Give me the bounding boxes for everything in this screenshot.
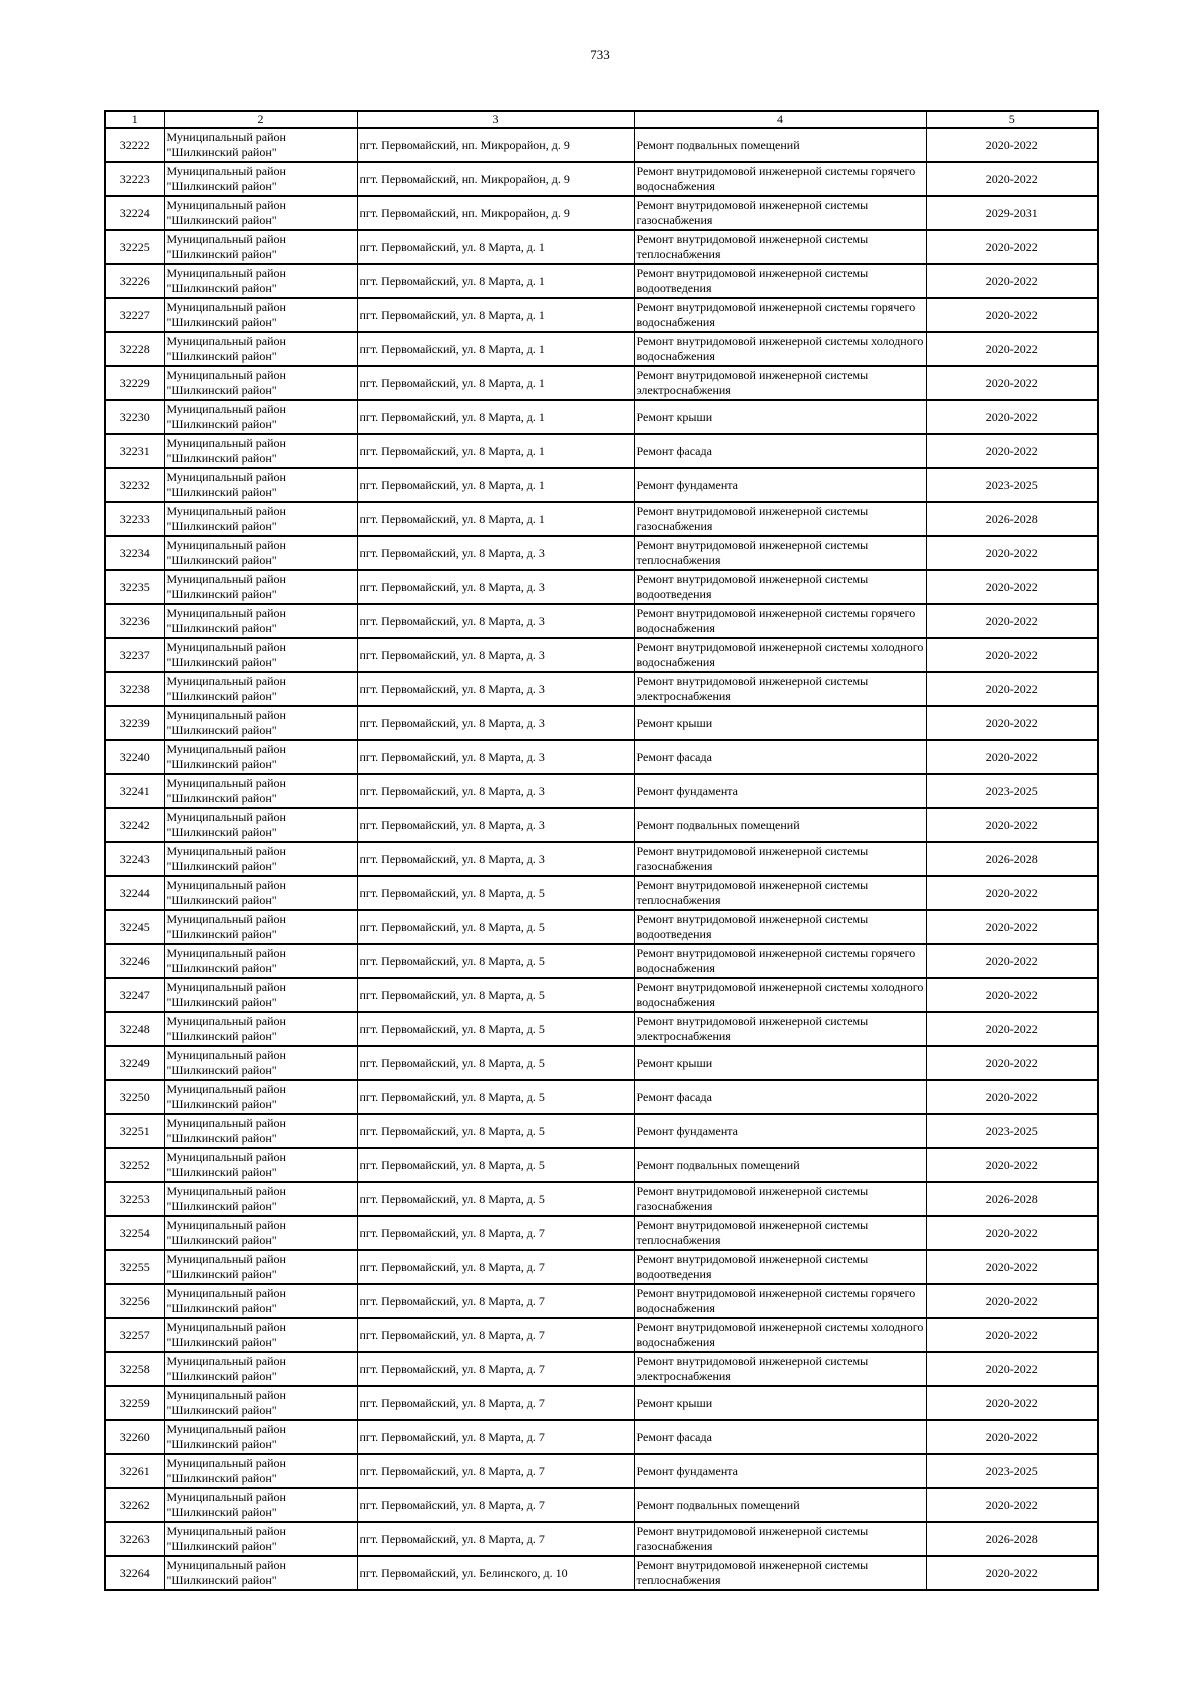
cell-address: пгт. Первомайский, ул. 8 Марта, д. 5	[357, 978, 634, 1012]
cell-municipality: Муниципальный район "Шилкинский район"	[164, 536, 357, 570]
cell-record-number: 32252	[105, 1148, 164, 1182]
table-row	[105, 502, 1098, 536]
cell-work-type: Ремонт фундамента	[634, 1114, 926, 1148]
cell-period: 2020-2022	[926, 1148, 1098, 1182]
cell-record-number: 32228	[105, 332, 164, 366]
cell-period: 2020-2022	[926, 876, 1098, 910]
cell-record-number: 32264	[105, 1556, 164, 1590]
cell-record-number: 32257	[105, 1318, 164, 1352]
cell-record-number: 32241	[105, 774, 164, 808]
cell-record-number: 32248	[105, 1012, 164, 1046]
cell-municipality: Муниципальный район "Шилкинский район"	[164, 842, 357, 876]
cell-work-type: Ремонт фасада	[634, 1420, 926, 1454]
cell-work-type: Ремонт внутридомовой инженерной системы теплоснабжения	[634, 1556, 926, 1590]
cell-work-type: Ремонт внутридомовой инженерной системы водоотведения	[634, 1250, 926, 1284]
table-row	[105, 230, 1098, 264]
cell-period: 2026-2028	[926, 1522, 1098, 1556]
table-row	[105, 774, 1098, 808]
cell-municipality: Муниципальный район "Шилкинский район"	[164, 230, 357, 264]
table-row	[105, 1454, 1098, 1488]
cell-period: 2020-2022	[926, 434, 1098, 468]
cell-record-number: 32229	[105, 366, 164, 400]
cell-address: пгт. Первомайский, ул. 8 Марта, д. 7	[357, 1352, 634, 1386]
cell-period: 2020-2022	[926, 1386, 1098, 1420]
cell-address: пгт. Первомайский, ул. 8 Марта, д. 5	[357, 876, 634, 910]
cell-address: пгт. Первомайский, ул. 8 Марта, д. 7	[357, 1386, 634, 1420]
cell-work-type: Ремонт внутридомовой инженерной системы водоотведения	[634, 910, 926, 944]
cell-period: 2020-2022	[926, 400, 1098, 434]
cell-period: 2020-2022	[926, 128, 1098, 162]
table-row	[105, 536, 1098, 570]
cell-record-number: 32253	[105, 1182, 164, 1216]
cell-record-number: 32244	[105, 876, 164, 910]
cell-work-type: Ремонт внутридомовой инженерной системы холодного водоснабжения	[634, 332, 926, 366]
table-row	[105, 638, 1098, 672]
cell-work-type: Ремонт внутридомовой инженерной системы газоснабжения	[634, 196, 926, 230]
cell-period: 2026-2028	[926, 1182, 1098, 1216]
cell-record-number: 32231	[105, 434, 164, 468]
cell-address: пгт. Первомайский, ул. 8 Марта, д. 7	[357, 1454, 634, 1488]
cell-address: пгт. Первомайский, нп. Микрорайон, д. 9	[357, 162, 634, 196]
table-row	[105, 1556, 1098, 1590]
cell-period: 2020-2022	[926, 1352, 1098, 1386]
table-header	[105, 111, 1098, 128]
cell-address: пгт. Первомайский, ул. 8 Марта, д. 1	[357, 434, 634, 468]
table-row	[105, 162, 1098, 196]
cell-record-number: 32236	[105, 604, 164, 638]
cell-record-number: 32260	[105, 1420, 164, 1454]
cell-work-type: Ремонт внутридомовой инженерной системы газоснабжения	[634, 842, 926, 876]
cell-municipality: Муниципальный район "Шилкинский район"	[164, 638, 357, 672]
cell-municipality: Муниципальный район "Шилкинский район"	[164, 468, 357, 502]
cell-work-type: Ремонт подвальных помещений	[634, 128, 926, 162]
cell-work-type: Ремонт крыши	[634, 400, 926, 434]
table-row	[105, 1522, 1098, 1556]
cell-work-type: Ремонт фасада	[634, 1080, 926, 1114]
page-number: 733	[590, 47, 610, 62]
cell-work-type: Ремонт внутридомовой инженерной системы горячего водоснабжения	[634, 162, 926, 196]
cell-municipality: Муниципальный район "Шилкинский район"	[164, 1284, 357, 1318]
table-row	[105, 264, 1098, 298]
cell-work-type: Ремонт фундамента	[634, 1454, 926, 1488]
cell-address: пгт. Первомайский, нп. Микрорайон, д. 9	[357, 128, 634, 162]
cell-record-number: 32261	[105, 1454, 164, 1488]
cell-work-type: Ремонт внутридомовой инженерной системы водоотведения	[634, 264, 926, 298]
cell-address: пгт. Первомайский, ул. 8 Марта, д. 1	[357, 502, 634, 536]
cell-address: пгт. Первомайский, ул. 8 Марта, д. 5	[357, 1080, 634, 1114]
cell-record-number: 32246	[105, 944, 164, 978]
cell-period: 2020-2022	[926, 570, 1098, 604]
cell-municipality: Муниципальный район "Шилкинский район"	[164, 1352, 357, 1386]
cell-record-number: 32255	[105, 1250, 164, 1284]
cell-address: пгт. Первомайский, ул. 8 Марта, д. 7	[357, 1284, 634, 1318]
cell-period: 2020-2022	[926, 366, 1098, 400]
cell-municipality: Муниципальный район "Шилкинский район"	[164, 366, 357, 400]
table-row	[105, 1318, 1098, 1352]
cell-period: 2026-2028	[926, 502, 1098, 536]
cell-work-type: Ремонт подвальных помещений	[634, 1488, 926, 1522]
cell-municipality: Муниципальный район "Шилкинский район"	[164, 1046, 357, 1080]
cell-municipality: Муниципальный район "Шилкинский район"	[164, 1488, 357, 1522]
cell-work-type: Ремонт фундамента	[634, 774, 926, 808]
cell-municipality: Муниципальный район "Шилкинский район"	[164, 978, 357, 1012]
cell-address: пгт. Первомайский, ул. 8 Марта, д. 3	[357, 672, 634, 706]
cell-municipality: Муниципальный район "Шилкинский район"	[164, 502, 357, 536]
cell-address: пгт. Первомайский, ул. 8 Марта, д. 3	[357, 740, 634, 774]
cell-work-type: Ремонт внутридомовой инженерной системы горячего водоснабжения	[634, 298, 926, 332]
cell-work-type: Ремонт крыши	[634, 706, 926, 740]
table-row	[105, 1386, 1098, 1420]
table-row	[105, 1420, 1098, 1454]
cell-address: пгт. Первомайский, ул. Белинского, д. 10	[357, 1556, 634, 1590]
cell-record-number: 32234	[105, 536, 164, 570]
cell-work-type: Ремонт фасада	[634, 434, 926, 468]
cell-address: пгт. Первомайский, ул. 8 Марта, д. 5	[357, 944, 634, 978]
table-row	[105, 1182, 1098, 1216]
cell-period: 2020-2022	[926, 264, 1098, 298]
cell-work-type: Ремонт фундамента	[634, 468, 926, 502]
cell-record-number: 32259	[105, 1386, 164, 1420]
table-row	[105, 1488, 1098, 1522]
cell-work-type: Ремонт внутридомовой инженерной системы электроснабжения	[634, 672, 926, 706]
cell-record-number: 32238	[105, 672, 164, 706]
cell-record-number: 32232	[105, 468, 164, 502]
cell-work-type: Ремонт внутридомовой инженерной системы газоснабжения	[634, 1522, 926, 1556]
cell-municipality: Муниципальный район "Шилкинский район"	[164, 264, 357, 298]
cell-work-type: Ремонт внутридомовой инженерной системы горячего водоснабжения	[634, 944, 926, 978]
cell-municipality: Муниципальный район "Шилкинский район"	[164, 774, 357, 808]
cell-record-number: 32230	[105, 400, 164, 434]
table-row	[105, 196, 1098, 230]
table-row	[105, 468, 1098, 502]
table-row	[105, 366, 1098, 400]
cell-municipality: Муниципальный район "Шилкинский район"	[164, 1420, 357, 1454]
cell-municipality: Муниципальный район "Шилкинский район"	[164, 1216, 357, 1250]
cell-period: 2023-2025	[926, 1114, 1098, 1148]
table-row	[105, 400, 1098, 434]
cell-record-number: 32237	[105, 638, 164, 672]
table-row	[105, 1216, 1098, 1250]
cell-period: 2023-2025	[926, 468, 1098, 502]
cell-record-number: 32251	[105, 1114, 164, 1148]
cell-municipality: Муниципальный район "Шилкинский район"	[164, 128, 357, 162]
cell-work-type: Ремонт внутридомовой инженерной системы теплоснабжения	[634, 230, 926, 264]
cell-address: пгт. Первомайский, ул. 8 Марта, д. 7	[357, 1488, 634, 1522]
cell-municipality: Муниципальный район "Шилкинский район"	[164, 570, 357, 604]
table-row	[105, 604, 1098, 638]
cell-address: пгт. Первомайский, ул. 8 Марта, д. 1	[357, 230, 634, 264]
cell-period: 2020-2022	[926, 1046, 1098, 1080]
cell-period: 2023-2025	[926, 1454, 1098, 1488]
table-row	[105, 1148, 1098, 1182]
cell-work-type: Ремонт внутридомовой инженерной системы электроснабжения	[634, 1012, 926, 1046]
cell-period: 2023-2025	[926, 774, 1098, 808]
column-header: 4	[634, 111, 926, 128]
cell-municipality: Муниципальный район "Шилкинский район"	[164, 1114, 357, 1148]
column-header: 5	[926, 111, 1098, 128]
cell-address: пгт. Первомайский, ул. 8 Марта, д. 1	[357, 366, 634, 400]
table-row	[105, 1250, 1098, 1284]
cell-work-type: Ремонт внутридомовой инженерной системы холодного водоснабжения	[634, 978, 926, 1012]
cell-municipality: Муниципальный район "Шилкинский район"	[164, 1250, 357, 1284]
cell-municipality: Муниципальный район "Шилкинский район"	[164, 1012, 357, 1046]
cell-record-number: 32240	[105, 740, 164, 774]
column-header: 1	[105, 111, 164, 128]
cell-period: 2026-2028	[926, 842, 1098, 876]
cell-municipality: Муниципальный район "Шилкинский район"	[164, 400, 357, 434]
cell-address: пгт. Первомайский, ул. 8 Марта, д. 1	[357, 400, 634, 434]
table-body	[105, 128, 1098, 1590]
cell-period: 2020-2022	[926, 706, 1098, 740]
cell-address: пгт. Первомайский, ул. 8 Марта, д. 3	[357, 570, 634, 604]
cell-record-number: 32223	[105, 162, 164, 196]
cell-period: 2020-2022	[926, 740, 1098, 774]
cell-work-type: Ремонт внутридомовой инженерной системы теплоснабжения	[634, 536, 926, 570]
cell-address: пгт. Первомайский, ул. 8 Марта, д. 5	[357, 1148, 634, 1182]
cell-record-number: 32258	[105, 1352, 164, 1386]
cell-municipality: Муниципальный район "Шилкинский район"	[164, 740, 357, 774]
column-header: 3	[357, 111, 634, 128]
cell-period: 2020-2022	[926, 910, 1098, 944]
cell-municipality: Муниципальный район "Шилкинский район"	[164, 196, 357, 230]
cell-address: пгт. Первомайский, ул. 8 Марта, д. 5	[357, 1046, 634, 1080]
cell-work-type: Ремонт фасада	[634, 740, 926, 774]
cell-period: 2020-2022	[926, 604, 1098, 638]
cell-period: 2020-2022	[926, 1420, 1098, 1454]
cell-address: пгт. Первомайский, ул. 8 Марта, д. 5	[357, 910, 634, 944]
table-row	[105, 1114, 1098, 1148]
cell-address: пгт. Первомайский, ул. 8 Марта, д. 3	[357, 842, 634, 876]
cell-period: 2020-2022	[926, 1250, 1098, 1284]
cell-municipality: Муниципальный район "Шилкинский район"	[164, 944, 357, 978]
cell-municipality: Муниципальный район "Шилкинский район"	[164, 298, 357, 332]
table-row	[105, 128, 1098, 162]
cell-municipality: Муниципальный район "Шилкинский район"	[164, 1080, 357, 1114]
cell-work-type: Ремонт внутридомовой инженерной системы газоснабжения	[634, 1182, 926, 1216]
cell-work-type: Ремонт внутридомовой инженерной системы горячего водоснабжения	[634, 604, 926, 638]
cell-address: пгт. Первомайский, ул. 8 Марта, д. 7	[357, 1420, 634, 1454]
cell-work-type: Ремонт подвальных помещений	[634, 808, 926, 842]
cell-period: 2020-2022	[926, 1556, 1098, 1590]
cell-address: пгт. Первомайский, ул. 8 Марта, д. 1	[357, 264, 634, 298]
table-row	[105, 740, 1098, 774]
cell-work-type: Ремонт внутридомовой инженерной системы электроснабжения	[634, 366, 926, 400]
cell-work-type: Ремонт внутридомовой инженерной системы теплоснабжения	[634, 876, 926, 910]
table-row	[105, 434, 1098, 468]
cell-address: пгт. Первомайский, ул. 8 Марта, д. 1	[357, 298, 634, 332]
cell-period: 2020-2022	[926, 230, 1098, 264]
cell-period: 2020-2022	[926, 332, 1098, 366]
cell-municipality: Муниципальный район "Шилкинский район"	[164, 808, 357, 842]
cell-record-number: 32243	[105, 842, 164, 876]
cell-record-number: 32239	[105, 706, 164, 740]
cell-period: 2020-2022	[926, 536, 1098, 570]
table-row	[105, 1012, 1098, 1046]
cell-address: пгт. Первомайский, ул. 8 Марта, д. 5	[357, 1114, 634, 1148]
cell-period: 2020-2022	[926, 978, 1098, 1012]
cell-municipality: Муниципальный район "Шилкинский район"	[164, 434, 357, 468]
cell-work-type: Ремонт подвальных помещений	[634, 1148, 926, 1182]
cell-record-number: 32254	[105, 1216, 164, 1250]
cell-municipality: Муниципальный район "Шилкинский район"	[164, 1148, 357, 1182]
table-row	[105, 978, 1098, 1012]
cell-record-number: 32224	[105, 196, 164, 230]
table-row	[105, 706, 1098, 740]
cell-record-number: 32245	[105, 910, 164, 944]
table-row	[105, 910, 1098, 944]
cell-period: 2020-2022	[926, 672, 1098, 706]
cell-record-number: 32242	[105, 808, 164, 842]
cell-record-number: 32249	[105, 1046, 164, 1080]
table-row	[105, 944, 1098, 978]
table-row	[105, 570, 1098, 604]
cell-address: пгт. Первомайский, ул. 8 Марта, д. 5	[357, 1012, 634, 1046]
cell-address: пгт. Первомайский, нп. Микрорайон, д. 9	[357, 196, 634, 230]
cell-work-type: Ремонт внутридомовой инженерной системы электроснабжения	[634, 1352, 926, 1386]
cell-record-number: 32263	[105, 1522, 164, 1556]
cell-record-number: 32262	[105, 1488, 164, 1522]
cell-period: 2020-2022	[926, 1318, 1098, 1352]
registry-table	[104, 110, 1099, 1591]
cell-period: 2020-2022	[926, 638, 1098, 672]
cell-municipality: Муниципальный район "Шилкинский район"	[164, 1522, 357, 1556]
cell-municipality: Муниципальный район "Шилкинский район"	[164, 604, 357, 638]
cell-record-number: 32256	[105, 1284, 164, 1318]
cell-work-type: Ремонт внутридомовой инженерной системы холодного водоснабжения	[634, 638, 926, 672]
cell-address: пгт. Первомайский, ул. 8 Марта, д. 1	[357, 332, 634, 366]
table-row	[105, 1080, 1098, 1114]
cell-period: 2020-2022	[926, 298, 1098, 332]
cell-period: 2020-2022	[926, 162, 1098, 196]
column-header: 2	[164, 111, 357, 128]
cell-record-number: 32227	[105, 298, 164, 332]
table-row	[105, 842, 1098, 876]
table-row	[105, 298, 1098, 332]
cell-record-number: 32250	[105, 1080, 164, 1114]
cell-address: пгт. Первомайский, ул. 8 Марта, д. 5	[357, 1182, 634, 1216]
cell-municipality: Муниципальный район "Шилкинский район"	[164, 1386, 357, 1420]
cell-period: 2020-2022	[926, 1216, 1098, 1250]
header-row	[105, 111, 1098, 128]
cell-address: пгт. Первомайский, ул. 8 Марта, д. 3	[357, 536, 634, 570]
cell-municipality: Муниципальный район "Шилкинский район"	[164, 1318, 357, 1352]
cell-address: пгт. Первомайский, ул. 8 Марта, д. 1	[357, 468, 634, 502]
cell-period: 2020-2022	[926, 808, 1098, 842]
cell-work-type: Ремонт внутридомовой инженерной системы теплоснабжения	[634, 1216, 926, 1250]
cell-municipality: Муниципальный район "Шилкинский район"	[164, 910, 357, 944]
table-row	[105, 876, 1098, 910]
cell-work-type: Ремонт крыши	[634, 1046, 926, 1080]
table-row	[105, 332, 1098, 366]
cell-work-type: Ремонт крыши	[634, 1386, 926, 1420]
cell-record-number: 32235	[105, 570, 164, 604]
cell-work-type: Ремонт внутридомовой инженерной системы холодного водоснабжения	[634, 1318, 926, 1352]
table-row	[105, 1284, 1098, 1318]
table-row	[105, 1046, 1098, 1080]
cell-record-number: 32247	[105, 978, 164, 1012]
cell-record-number: 32233	[105, 502, 164, 536]
cell-municipality: Муниципальный район "Шилкинский район"	[164, 672, 357, 706]
table-row	[105, 1352, 1098, 1386]
cell-record-number: 32226	[105, 264, 164, 298]
cell-municipality: Муниципальный район "Шилкинский район"	[164, 1556, 357, 1590]
cell-municipality: Муниципальный район "Шилкинский район"	[164, 1454, 357, 1488]
cell-period: 2020-2022	[926, 1080, 1098, 1114]
cell-record-number: 32222	[105, 128, 164, 162]
cell-address: пгт. Первомайский, ул. 8 Марта, д. 3	[357, 774, 634, 808]
cell-address: пгт. Первомайский, ул. 8 Марта, д. 3	[357, 604, 634, 638]
cell-period: 2020-2022	[926, 944, 1098, 978]
cell-municipality: Муниципальный район "Шилкинский район"	[164, 332, 357, 366]
cell-work-type: Ремонт внутридомовой инженерной системы газоснабжения	[634, 502, 926, 536]
table-row	[105, 808, 1098, 842]
cell-period: 2020-2022	[926, 1012, 1098, 1046]
cell-municipality: Муниципальный район "Шилкинский район"	[164, 876, 357, 910]
cell-address: пгт. Первомайский, ул. 8 Марта, д. 3	[357, 808, 634, 842]
cell-period: 2029-2031	[926, 196, 1098, 230]
cell-address: пгт. Первомайский, ул. 8 Марта, д. 7	[357, 1216, 634, 1250]
cell-address: пгт. Первомайский, ул. 8 Марта, д. 7	[357, 1250, 634, 1284]
cell-municipality: Муниципальный район "Шилкинский район"	[164, 162, 357, 196]
cell-work-type: Ремонт внутридомовой инженерной системы горячего водоснабжения	[634, 1284, 926, 1318]
cell-municipality: Муниципальный район "Шилкинский район"	[164, 1182, 357, 1216]
cell-address: пгт. Первомайский, ул. 8 Марта, д. 3	[357, 638, 634, 672]
cell-period: 2020-2022	[926, 1488, 1098, 1522]
cell-address: пгт. Первомайский, ул. 8 Марта, д. 3	[357, 706, 634, 740]
cell-municipality: Муниципальный район "Шилкинский район"	[164, 706, 357, 740]
cell-work-type: Ремонт внутридомовой инженерной системы водоотведения	[634, 570, 926, 604]
cell-address: пгт. Первомайский, ул. 8 Марта, д. 7	[357, 1318, 634, 1352]
table-row	[105, 672, 1098, 706]
cell-address: пгт. Первомайский, ул. 8 Марта, д. 7	[357, 1522, 634, 1556]
cell-period: 2020-2022	[926, 1284, 1098, 1318]
cell-record-number: 32225	[105, 230, 164, 264]
